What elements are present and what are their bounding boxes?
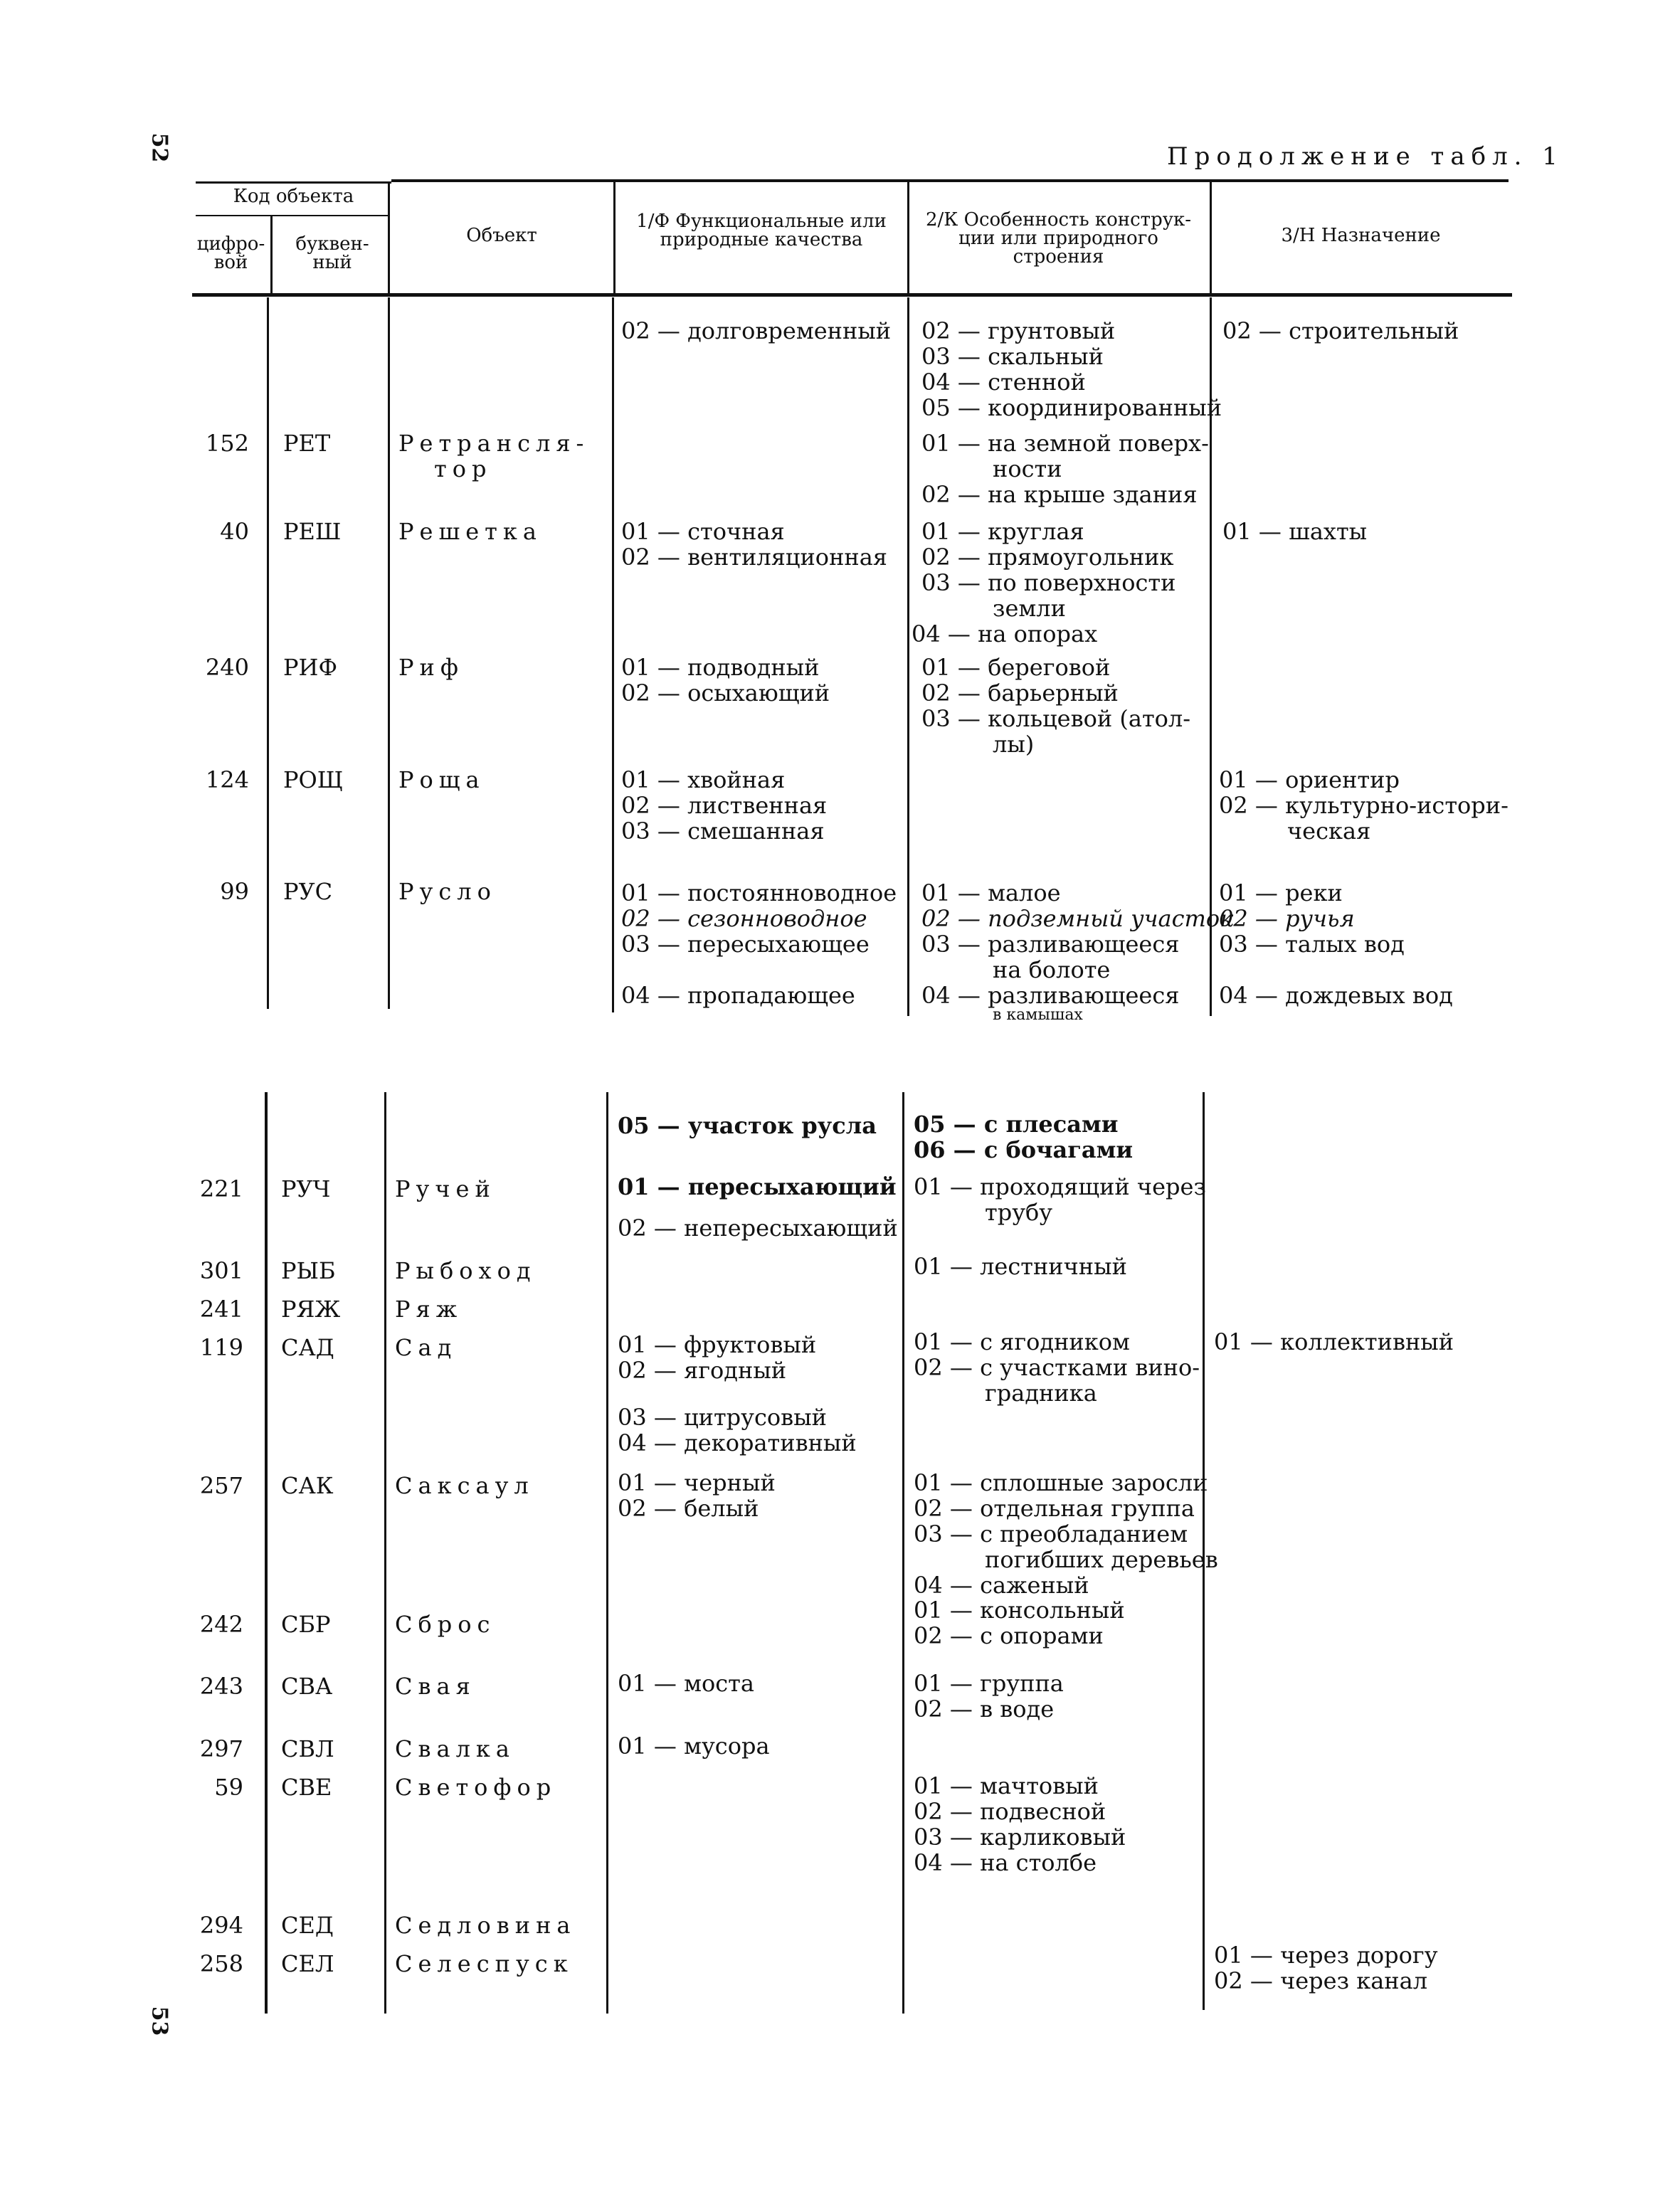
object-number: 221 bbox=[199, 1175, 243, 1202]
functional-values: 05 — участок русла bbox=[618, 1112, 877, 1139]
column-divider bbox=[384, 1092, 386, 2014]
object-number: 297 bbox=[199, 1735, 243, 1762]
object-code: САД bbox=[281, 1334, 334, 1361]
construction-values: 01 — с ягодником 02 — с участками вино- градника bbox=[914, 1328, 1200, 1407]
object-number: 243 bbox=[199, 1673, 243, 1700]
header-top-rule-right bbox=[391, 179, 1509, 182]
header-code-group: Код объекта bbox=[233, 186, 354, 207]
object-name: Сброс bbox=[395, 1611, 496, 1638]
table-continuation-title: Продолжение табл. 1 bbox=[1167, 142, 1564, 171]
construction-values: 01 — береговой 02 — барьерный 03 — кольцевой (атол- лы) bbox=[921, 654, 1191, 758]
object-name: Роща bbox=[398, 766, 485, 793]
construction-values: 01 — группа 02 — в воде bbox=[914, 1670, 1064, 1723]
page-number-left: 52 bbox=[147, 132, 172, 163]
object-code: СБР bbox=[281, 1611, 331, 1638]
object-name: Свалка bbox=[395, 1735, 515, 1762]
construction-values: 01 — лестничный bbox=[914, 1253, 1127, 1280]
object-code: РИФ bbox=[283, 654, 337, 681]
page-number-right: 53 bbox=[147, 2006, 172, 2036]
purpose-values: 01 — шахты bbox=[1222, 518, 1368, 545]
object-name: Ретрансля- тор bbox=[398, 430, 590, 482]
functional-values: 02 — долговременный bbox=[621, 317, 892, 344]
object-name: Саксаул bbox=[395, 1472, 534, 1499]
construction-values: 01 — круглая 02 — прямоугольник 03 — по поверхности земли 04 — на опорах bbox=[912, 518, 1176, 647]
object-number: 240 bbox=[205, 654, 249, 681]
object-code: РУС bbox=[283, 878, 333, 905]
column-divider bbox=[902, 1092, 904, 2014]
object-number: 241 bbox=[199, 1296, 243, 1323]
object-number: 258 bbox=[199, 1950, 243, 1977]
object-name: Рыбоход bbox=[395, 1257, 537, 1284]
object-number: 124 bbox=[205, 766, 249, 793]
object-number: 40 bbox=[220, 518, 249, 545]
object-number: 301 bbox=[199, 1257, 243, 1284]
functional-values: 01 — мусора bbox=[618, 1732, 770, 1760]
object-name: Ручей bbox=[395, 1175, 496, 1202]
object-number: 59 bbox=[214, 1774, 243, 1801]
functional-values: 01 — фруктовый 02 — ягодный 03 — цитрусовый 04 — декоративный bbox=[618, 1331, 857, 1456]
functional-values: 01 — подводный 02 — осыхающий bbox=[621, 654, 830, 707]
object-name: Седловина bbox=[395, 1912, 576, 1939]
construction-values: 05 — с плесами 06 — с бочагами bbox=[914, 1111, 1134, 1163]
header-divider bbox=[1210, 181, 1212, 293]
object-number: 119 bbox=[199, 1334, 243, 1361]
header-purpose: 3/Н Назначение bbox=[1281, 225, 1441, 246]
object-number: 257 bbox=[199, 1472, 243, 1499]
object-name: Свая bbox=[395, 1673, 476, 1700]
header-divider bbox=[907, 181, 909, 293]
functional-values: 01 — черный 02 — белый bbox=[618, 1469, 776, 1522]
column-divider bbox=[265, 1092, 268, 2014]
object-name: Риф bbox=[398, 654, 464, 681]
functional-values: 01 — пересыхающий 02 — непересыхающий bbox=[618, 1173, 898, 1242]
header-bottom-rule bbox=[192, 293, 1512, 297]
object-name: Решетка bbox=[398, 518, 542, 545]
functional-values: 01 — моста bbox=[618, 1670, 754, 1697]
object-code: СЕД bbox=[281, 1912, 334, 1939]
header-construction: 2/К Особенность конструк- ции или природного строения bbox=[925, 209, 1192, 268]
header-digital: цифро- вой bbox=[196, 233, 265, 273]
object-code: РЫБ bbox=[281, 1257, 336, 1284]
column-divider bbox=[907, 297, 909, 1016]
object-code: СВА bbox=[281, 1673, 333, 1700]
header-functional: 1/Ф Функциональные или природные качества bbox=[636, 211, 887, 250]
object-number: 152 bbox=[205, 430, 249, 457]
object-code: СВЛ bbox=[281, 1735, 334, 1762]
object-number: 294 bbox=[199, 1912, 243, 1939]
purpose-values: 01 — реки 02 — ручья 03 — талых вод 04 — дождевых вод bbox=[1219, 879, 1453, 1009]
object-code: РОЩ bbox=[283, 766, 344, 793]
object-code: СВЕ bbox=[281, 1774, 332, 1801]
construction-values: 01 — консольный 02 — с опорами bbox=[914, 1597, 1125, 1649]
construction-values: 01 — мачтовый 02 — подвесной 03 — карликовый 04 — на столбе bbox=[914, 1772, 1126, 1876]
object-name: Светофор bbox=[395, 1774, 557, 1801]
functional-values: 01 — хвойная 02 — лиственная 03 — смешанная bbox=[621, 766, 828, 845]
object-code: РЯЖ bbox=[281, 1296, 341, 1323]
construction-values: 01 — сплошные заросли 02 — отдельная группа 03 — с преобладанием погибших деревьев 04 — саженый bbox=[914, 1469, 1218, 1599]
purpose-values: 01 — через дорогу 02 — через канал bbox=[1214, 1942, 1438, 1994]
object-number: 242 bbox=[199, 1611, 243, 1638]
header-object: Объект bbox=[466, 225, 537, 246]
object-code: РЕТ bbox=[283, 430, 331, 457]
object-code: РУЧ bbox=[281, 1175, 331, 1202]
purpose-values: 02 — строительный bbox=[1222, 317, 1459, 344]
object-code: РЕШ bbox=[283, 518, 342, 545]
functional-values: 01 — постоянноводное 02 — сезонноводное 03 — пересыхающее 04 — пропадающее bbox=[621, 879, 897, 1009]
header-divider bbox=[270, 215, 273, 293]
object-name: Ряж bbox=[395, 1296, 463, 1323]
header-top-rule bbox=[196, 181, 391, 184]
object-name: Сад bbox=[395, 1334, 458, 1361]
column-divider bbox=[606, 1092, 608, 2014]
construction-values: 01 — малое 02 — подземный участок 03 — разливающееся на болоте 04 — разливающееся в камышах bbox=[921, 879, 1234, 1020]
purpose-values: 01 — коллективный bbox=[1214, 1328, 1454, 1355]
header-code-subrule bbox=[196, 215, 388, 216]
header-divider bbox=[388, 181, 390, 293]
construction-values: 01 — на земной поверх- ности 02 — на крыше здания bbox=[921, 430, 1209, 508]
object-code: САК bbox=[281, 1472, 334, 1499]
column-divider bbox=[267, 297, 269, 1009]
column-divider bbox=[388, 297, 390, 1009]
purpose-values: 01 — ориентир 02 — культурно-истори- ческая bbox=[1219, 766, 1509, 845]
object-code: СЕЛ bbox=[281, 1950, 334, 1977]
object-number: 99 bbox=[220, 878, 249, 905]
object-name: Русло bbox=[398, 878, 497, 905]
column-divider bbox=[612, 297, 614, 1012]
header-letter: буквен- ный bbox=[295, 233, 369, 273]
construction-values: 01 — проходящий через трубу bbox=[914, 1173, 1206, 1226]
object-name: Селеспуск bbox=[395, 1950, 574, 1977]
header-divider bbox=[613, 181, 616, 293]
functional-values: 01 — сточная 02 — вентиляционная bbox=[621, 518, 887, 571]
construction-values: 02 — грунтовый 03 — скальный 04 — стенной 05 — координированный bbox=[921, 317, 1222, 421]
